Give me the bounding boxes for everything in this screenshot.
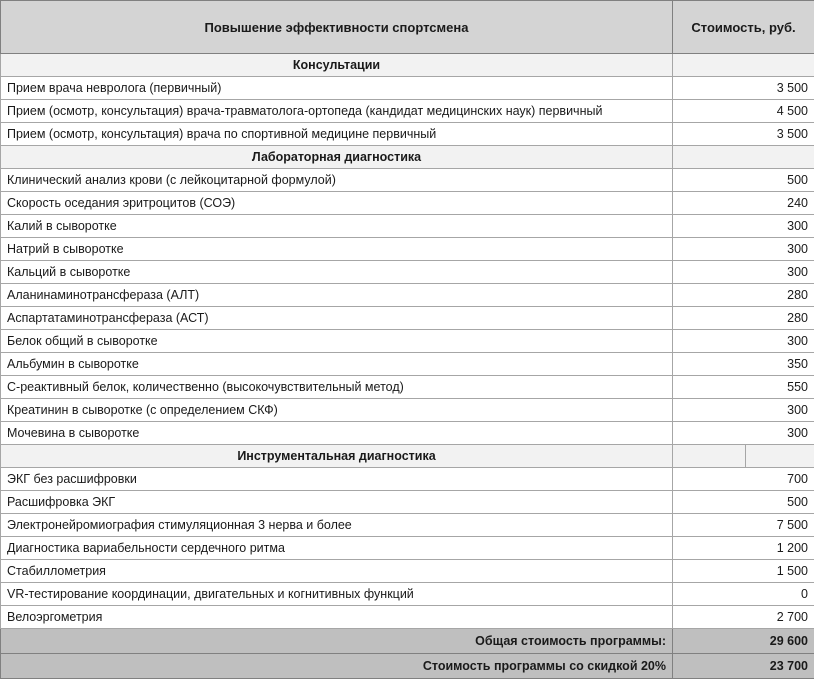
service-name: С-реактивный белок, количественно (высокочувствительный метод): [1, 376, 673, 399]
table-row: [1, 169, 814, 192]
table-row: [1, 606, 814, 629]
service-price: 300: [673, 330, 814, 353]
total-row: [1, 654, 814, 679]
service-price: 3 500: [673, 123, 814, 146]
section-price-split-right: [746, 445, 814, 467]
table-row: [1, 353, 814, 376]
total-value: 29 600: [673, 629, 814, 654]
service-price: 700: [673, 468, 814, 491]
service-price: 4 500: [673, 100, 814, 123]
section-price-cell: [673, 54, 814, 77]
table-row: [1, 468, 814, 491]
total-label: Стоимость программы со скидкой 20%: [1, 654, 673, 679]
service-price: 350: [673, 353, 814, 376]
service-name: Прием (осмотр, консультация) врача по спортивной медицине первичный: [1, 123, 673, 146]
price-column-header: Стоимость, руб.: [673, 1, 814, 54]
section-header-row: [1, 445, 814, 468]
section-title: Консультации: [1, 54, 673, 77]
service-price: 1 500: [673, 560, 814, 583]
table-row: [1, 376, 814, 399]
section-header-row: [1, 54, 814, 77]
table-row: [1, 560, 814, 583]
table-row: [1, 284, 814, 307]
table-row: [1, 123, 814, 146]
service-price: 280: [673, 307, 814, 330]
service-name: Расшифровка ЭКГ: [1, 491, 673, 514]
table-row: [1, 192, 814, 215]
service-name: Мочевина в сыворотке: [1, 422, 673, 445]
table-row: [1, 77, 814, 100]
service-name: Аланинаминотрансфераза (АЛТ): [1, 284, 673, 307]
header-row: [1, 1, 814, 54]
service-name: Прием (осмотр, консультация) врача-травматолога-ортопеда (кандидат медицинских наук) первичный: [1, 100, 673, 123]
table-header: [1, 1, 814, 54]
table-row: [1, 307, 814, 330]
service-name: Клинический анализ крови (с лейкоцитарной формулой): [1, 169, 673, 192]
service-price: 300: [673, 422, 814, 445]
table-row: [1, 238, 814, 261]
table-body: [1, 54, 814, 679]
service-name: Белок общий в сыворотке: [1, 330, 673, 353]
page-title: Повышение эффективности спортсмена: [1, 1, 673, 54]
service-name: Кальций в сыворотке: [1, 261, 673, 284]
table-row: [1, 100, 814, 123]
service-price: 550: [673, 376, 814, 399]
section-title: Инструментальная диагностика: [1, 445, 673, 468]
service-name: Альбумин в сыворотке: [1, 353, 673, 376]
service-price: 500: [673, 169, 814, 192]
service-price: 3 500: [673, 77, 814, 100]
table-row: [1, 422, 814, 445]
service-name: Стабиллометрия: [1, 560, 673, 583]
service-price: 280: [673, 284, 814, 307]
service-price: 1 200: [673, 537, 814, 560]
table-row: [1, 215, 814, 238]
service-price: 300: [673, 399, 814, 422]
section-title: Лабораторная диагностика: [1, 146, 673, 169]
table-row: [1, 261, 814, 284]
section-price-split-left: [673, 445, 746, 467]
service-name: Электронейромиография стимуляционная 3 нерва и более: [1, 514, 673, 537]
service-name: VR-тестирование координации, двигательных и когнитивных функций: [1, 583, 673, 606]
service-price: 300: [673, 261, 814, 284]
service-name: ЭКГ без расшифровки: [1, 468, 673, 491]
section-price-split: [673, 445, 814, 467]
service-price: 7 500: [673, 514, 814, 537]
section-header-row: [1, 146, 814, 169]
section-price-cell: [673, 445, 814, 468]
service-name: Калий в сыворотке: [1, 215, 673, 238]
total-value: 23 700: [673, 654, 814, 679]
table-row: [1, 537, 814, 560]
table-row: [1, 491, 814, 514]
service-name: Велоэргометрия: [1, 606, 673, 629]
table-row: [1, 399, 814, 422]
table-row: [1, 514, 814, 537]
service-price: 500: [673, 491, 814, 514]
service-name: Аспартатаминотрансфераза (АСТ): [1, 307, 673, 330]
section-price-cell: [673, 146, 814, 169]
service-name: Креатинин в сыворотке (с определением СКФ): [1, 399, 673, 422]
service-price: 0: [673, 583, 814, 606]
service-price: 2 700: [673, 606, 814, 629]
table-row: [1, 330, 814, 353]
total-row: [1, 629, 814, 654]
service-name: Натрий в сыворотке: [1, 238, 673, 261]
service-name: Прием врача невролога (первичный): [1, 77, 673, 100]
service-name: Скорость оседания эритроцитов (СОЭ): [1, 192, 673, 215]
table-row: [1, 583, 814, 606]
service-price: 240: [673, 192, 814, 215]
service-name: Диагностика вариабельности сердечного ритма: [1, 537, 673, 560]
total-label: Общая стоимость программы:: [1, 629, 673, 654]
service-price: 300: [673, 238, 814, 261]
service-price: 300: [673, 215, 814, 238]
